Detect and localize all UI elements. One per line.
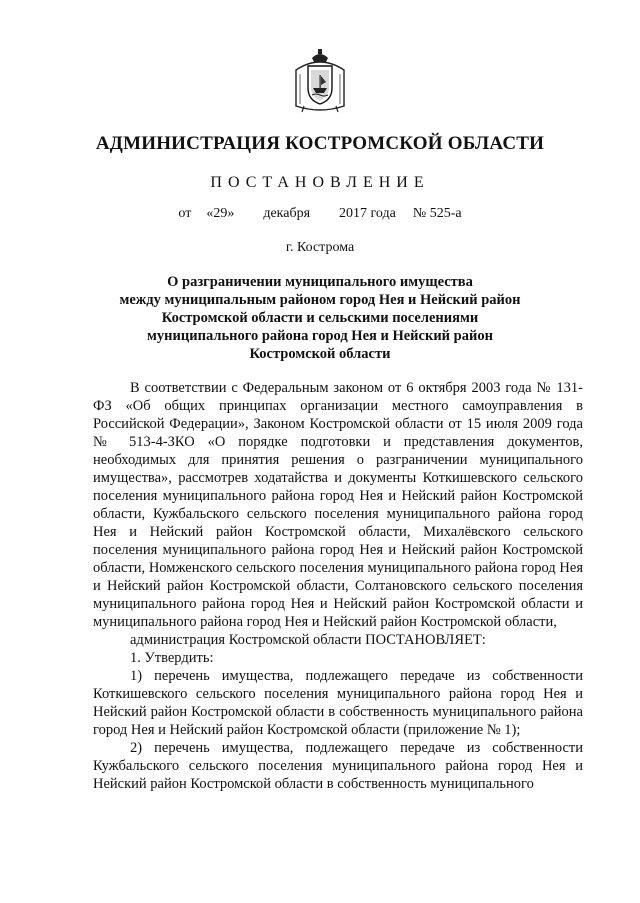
clause-1: 1. Утвердить: — [130, 650, 214, 666]
date-line — [0, 206, 640, 222]
document-body — [93, 379, 583, 793]
date-month: декабря — [263, 206, 311, 221]
title-line: муниципального района город Нея и Нейский район — [147, 328, 493, 344]
title-line: между муниципальным районом город Нея и Нейский район — [119, 292, 521, 308]
document-type: ПОСТАНОВЛЕНИЕ — [210, 174, 430, 191]
title-line: Костромской области — [249, 346, 391, 362]
document-number: № 525-а — [412, 206, 462, 221]
preamble-paragraph: В соответствии с Федеральным законом от 6 октября 2003 года № 131-ФЗ «Об общих принципах организации местного самоуправления в Российской Федерации», Законом Костромской области от 15 июля 2009 года № 513-4-ЗКО «О порядке подготовки и представления документов, необходимых для принятия решения о разграничении муниципального имущества», рассмотрев ходатайства и документы Коткишевского сельского поселения муниципального района город Нея и Нейский район Костромской области, Кужбальского сельского поселения муниципального района город Нея и Нейский район Костромской области, Михалёвского сельского поселения муниципального района город Нея и Нейский район Костромской области, Номженского сельского поселения муниципального района город Нея и Нейский район Костромской области, Солтановского сельского поселения муниципального района город Нея и Нейский район Костромской области и муниципального района город Нея и Нейский район Костромской области, — [93, 380, 583, 630]
title-line: Костромской области и сельскими поселениями — [161, 310, 479, 326]
clause-1-item-2: 2) перечень имущества, подлежащего передаче из собственности Кужбальского сельского поселения муниципального района город Нея и Нейский район Костромской области в собственность муниципального — [93, 740, 583, 792]
place-of-issue: г. Кострома — [285, 240, 355, 255]
organization-name: АДМИНИСТРАЦИЯ КОСТРОМСКОЙ ОБЛАСТИ — [95, 133, 545, 154]
date-day: «29» — [206, 206, 235, 221]
date-year: 2017 года — [339, 206, 396, 221]
coat-of-arms-icon — [290, 48, 350, 116]
document-title — [90, 273, 550, 363]
resolution-clause: администрация Костромской области ПОСТАНОВЛЯЕТ: — [130, 632, 486, 648]
clause-1-item-1: 1) перечень имущества, подлежащего передаче из собственности Коткишевского сельского поселения муниципального района город Нея и Нейский район Костромской области в собственность муниципального района город Нея и Нейский район Костромской области (приложение № 1); — [93, 668, 583, 738]
date-prefix: от — [178, 206, 192, 221]
title-line: О разграничении муниципального имущества — [167, 274, 473, 290]
